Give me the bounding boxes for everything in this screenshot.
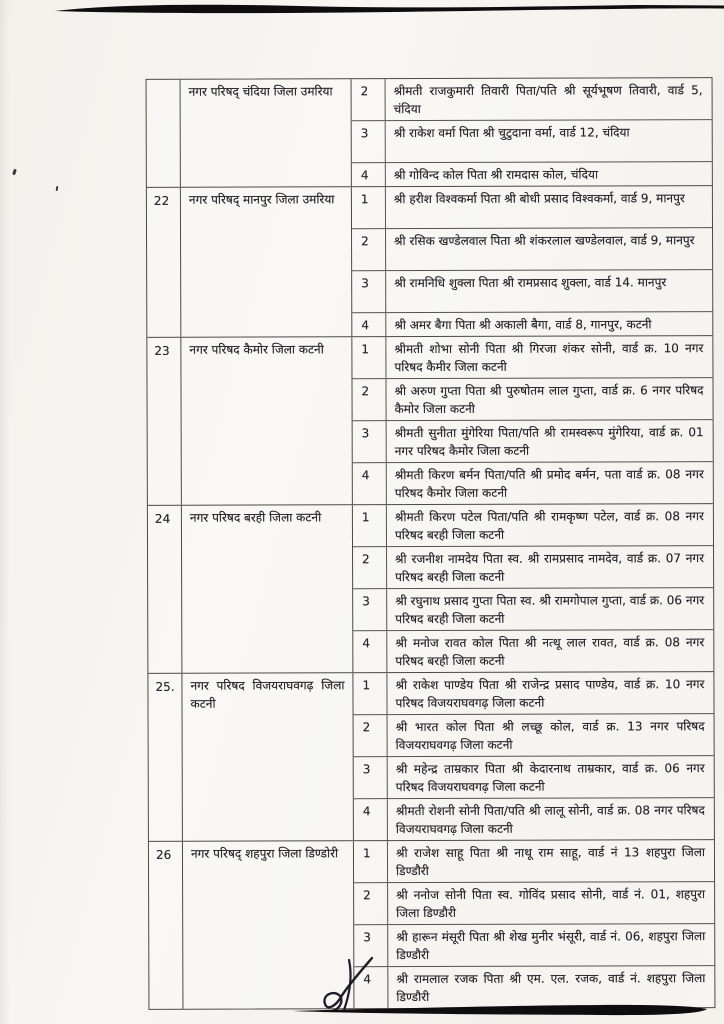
member-detail-cell: श्री रजनीश नामदेय पिता स्व. श्री रामप्रसाद नामदेव, वार्ड क्र. 07 नगर परिषद बरही जिला कटनी xyxy=(395,551,705,585)
member-number-cell: 2 xyxy=(352,79,386,120)
member-detail-cell: श्री राकेश वर्मा पिता श्री चुटुदाना वर्मा, वार्ड 12, चंदिया xyxy=(393,125,630,141)
member-number-cell: 4 xyxy=(354,967,388,1008)
member-row xyxy=(354,923,714,966)
scan-edge-artifact-top xyxy=(0,0,724,22)
member-row xyxy=(354,713,714,756)
members-list xyxy=(352,78,712,186)
member-number-cell: 3 xyxy=(353,421,387,462)
member-number-cell: 3 xyxy=(354,925,388,966)
member-row xyxy=(354,881,714,924)
member-number-cell: 1 xyxy=(352,187,386,228)
member-row xyxy=(352,336,712,378)
council-name-cell: नगर परिषद् मानपुर जिला उमरिया xyxy=(181,187,352,337)
member-number-cell: 3 xyxy=(352,271,386,312)
member-detail-cell: श्री रसिक खण्डेलवाल पिता श्री शंकरलाल खण्डेलवाल, वार्ड 9, मानपुर xyxy=(394,233,695,249)
ink-speck xyxy=(56,186,59,191)
member-number-cell: 2 xyxy=(354,883,388,924)
members-list xyxy=(353,504,714,672)
member-row xyxy=(353,504,713,546)
member-row xyxy=(353,672,713,714)
council-name-cell: नगर परिषद् चंदिया जिला उमरिया xyxy=(181,79,352,187)
member-number-cell: 3 xyxy=(353,589,387,630)
member-number-cell: 2 xyxy=(352,229,386,270)
member-row xyxy=(352,119,712,162)
member-row xyxy=(353,587,713,630)
member-row xyxy=(352,227,712,270)
council-name-cell: नगर परिषद विजयराघवगढ़ जिला कटनी xyxy=(182,673,354,841)
members-list xyxy=(353,672,714,840)
member-row xyxy=(354,840,714,882)
member-detail-cell: श्री राकेश पाण्डेय पिता श्री राजेन्द्र प्रसाद पाण्डेय, वार्ड क्र. 10 नगर परिषद विजयराघवगढ़ जिला कटनी xyxy=(395,677,705,711)
member-row xyxy=(352,186,712,228)
member-row xyxy=(354,797,714,840)
members-list xyxy=(352,336,713,504)
member-detail-cell: श्रीमती राजकुमारी तिवारी पिता/पति श्री सूर्यभूषण तिवारी, वार्ड 5, चंदिया xyxy=(393,83,703,117)
member-detail-cell: श्रीमती सुनीता मुंगेरिया पिता/पति श्री रामस्वरूप मुंगेरिया, वार्ड क्र. 01 नगर परिषद कैमोर जिला कटनी xyxy=(394,425,704,459)
member-detail-cell: श्रीमती किरण पटेल पिता/पति श्री रामकृष्ण पटेल, वार्ड क्र. 08 नगर परिषद बरही जिला कटनी xyxy=(394,509,704,543)
member-row xyxy=(352,161,712,186)
council-block xyxy=(147,78,712,187)
serial-number-cell: 23 xyxy=(147,338,182,505)
member-detail-cell: श्री मनोज रावत कोल पिता श्री नत्थू लाल रावत, वार्ड क्र. 08 नगर परिषद बरही जिला कटनी xyxy=(395,635,705,669)
member-number-cell: 4 xyxy=(352,163,386,186)
member-detail-cell: श्री ननोज सोनी पिता स्व. गोविंद प्रसाद सोनी, वार्ड नं. 01, शहपुरा जिला डिण्डौरी xyxy=(396,887,706,921)
member-detail-cell: श्रीमती किरण बर्मन पिता/पति श्री प्रमोद बर्मन, पता वार्ड क्र. 08 नगर परिषद कैमोर जिला कटनी xyxy=(394,467,704,501)
member-number-cell: 1 xyxy=(354,841,388,882)
member-row xyxy=(353,545,713,588)
council-block xyxy=(148,503,714,673)
member-detail-cell: श्री अमर बैगा पिता श्री अकाली बैगा, वार्ड 8, गानपुर, कटनी xyxy=(394,317,652,333)
members-list xyxy=(354,840,715,1008)
member-detail-cell: श्री रामलाल रजक पिता श्री एम. एल. रजक, वार्ड नं. शहपुरा जिला डिण्डौरी xyxy=(396,971,706,1005)
member-detail-cell: श्री भारत कोल पिता श्री लच्छू कोल, वार्ड क्र. 13 नगर परिषद विजयराघवगढ़ जिला कटनी xyxy=(395,719,705,753)
council-block xyxy=(148,671,714,841)
ink-speck xyxy=(12,169,17,176)
council-block xyxy=(149,839,715,1009)
serial-number-cell: 25. xyxy=(148,674,183,841)
council-name-cell: नगर परिषद बरही जिला कटनी xyxy=(182,505,354,673)
member-row xyxy=(352,78,712,120)
member-number-cell: 4 xyxy=(353,631,387,672)
member-detail-cell: श्री रघुनाथ प्रसाद गुप्ता पिता स्व. श्री रामगोपाल गुप्ता, वार्ड क्र. 06 नगर परिषद बरही जिला कटनी xyxy=(395,593,705,627)
member-row xyxy=(354,755,714,798)
member-number-cell: 1 xyxy=(353,505,387,546)
member-detail-cell: श्री अरुण गुप्ता पिता श्री पुरुषोतम लाल गुप्ता, वार्ड क्र. 6 नगर परिषद कैमोर जिला कटनी xyxy=(394,383,704,417)
council-nominee-table xyxy=(146,77,716,1010)
member-row xyxy=(353,419,713,462)
member-number-cell: 4 xyxy=(354,799,388,840)
member-number-cell: 2 xyxy=(354,715,388,756)
council-name-cell: नगर परिषद कैमोर जिला कटनी xyxy=(181,337,353,505)
member-number-cell: 1 xyxy=(353,673,387,714)
member-number-cell: 4 xyxy=(352,313,386,336)
council-name-cell: नगर परिषद् शहपुरा जिला डिण्डोरी xyxy=(183,841,355,1009)
serial-number-cell: 24 xyxy=(148,506,183,673)
council-block xyxy=(147,185,712,337)
member-row xyxy=(352,377,712,420)
member-detail-cell: श्री राजेश साहू पिता श्री नाथू राम साहू, वार्ड नं 13 शहपुरा जिला डिण्डौरी xyxy=(395,845,705,879)
member-number-cell: 4 xyxy=(353,463,387,504)
serial-number-cell: 22 xyxy=(147,188,181,337)
members-list xyxy=(352,186,712,336)
member-detail-cell: श्रीमती शोभा सोनी पिता श्री गिरजा शंकर सोनी, वार्ड क्र. 10 नगर परिषद कैमीर जिला कटनी xyxy=(394,341,704,375)
member-number-cell: 3 xyxy=(352,121,386,162)
member-row xyxy=(352,311,712,336)
serial-number-cell: 26 xyxy=(149,842,184,1009)
member-row xyxy=(353,461,713,504)
member-number-cell: 2 xyxy=(353,547,387,588)
member-detail-cell: श्री हारून मंसूरी पिता श्री शेख मुनीर भंसूरी, वार्ड नं. 06, शहपुरा जिला डिण्डौरी xyxy=(396,929,706,963)
council-block xyxy=(147,335,713,505)
member-detail-cell: श्री गोविन्द कोल पिता श्री रामदास कोल, चंदिया xyxy=(393,167,599,183)
member-detail-cell: श्री रामनिधि शुक्ला पिता श्री रामप्रसाद शुक्ला, वार्ड 14. मानपुर xyxy=(394,275,667,291)
member-number-cell: 1 xyxy=(352,337,386,378)
member-number-cell: 3 xyxy=(354,757,388,798)
member-detail-cell: श्री महेन्द्र ताम्रकार पिता श्री केदारनाथ ताम्रकार, वार्ड क्र. 06 नगर परिषद विजयराघवगढ़ जिला कटनी xyxy=(395,761,705,795)
member-row xyxy=(353,629,713,672)
member-detail-cell: श्रीमती रोशनी सोनी पिता/पति श्री लालू सोनी, वार्ड क्र. 08 नगर परिषद विजयराघवगढ़ जिला कटनी xyxy=(395,803,705,837)
member-row xyxy=(352,269,712,312)
member-number-cell: 2 xyxy=(352,379,386,420)
member-detail-cell: श्री हरीश विश्वकर्मा पिता श्री बोधी प्रसाद विश्वकर्मा, वार्ड 9, मानपुर xyxy=(393,191,685,207)
serial-number-cell xyxy=(147,80,181,187)
member-row xyxy=(354,965,714,1008)
